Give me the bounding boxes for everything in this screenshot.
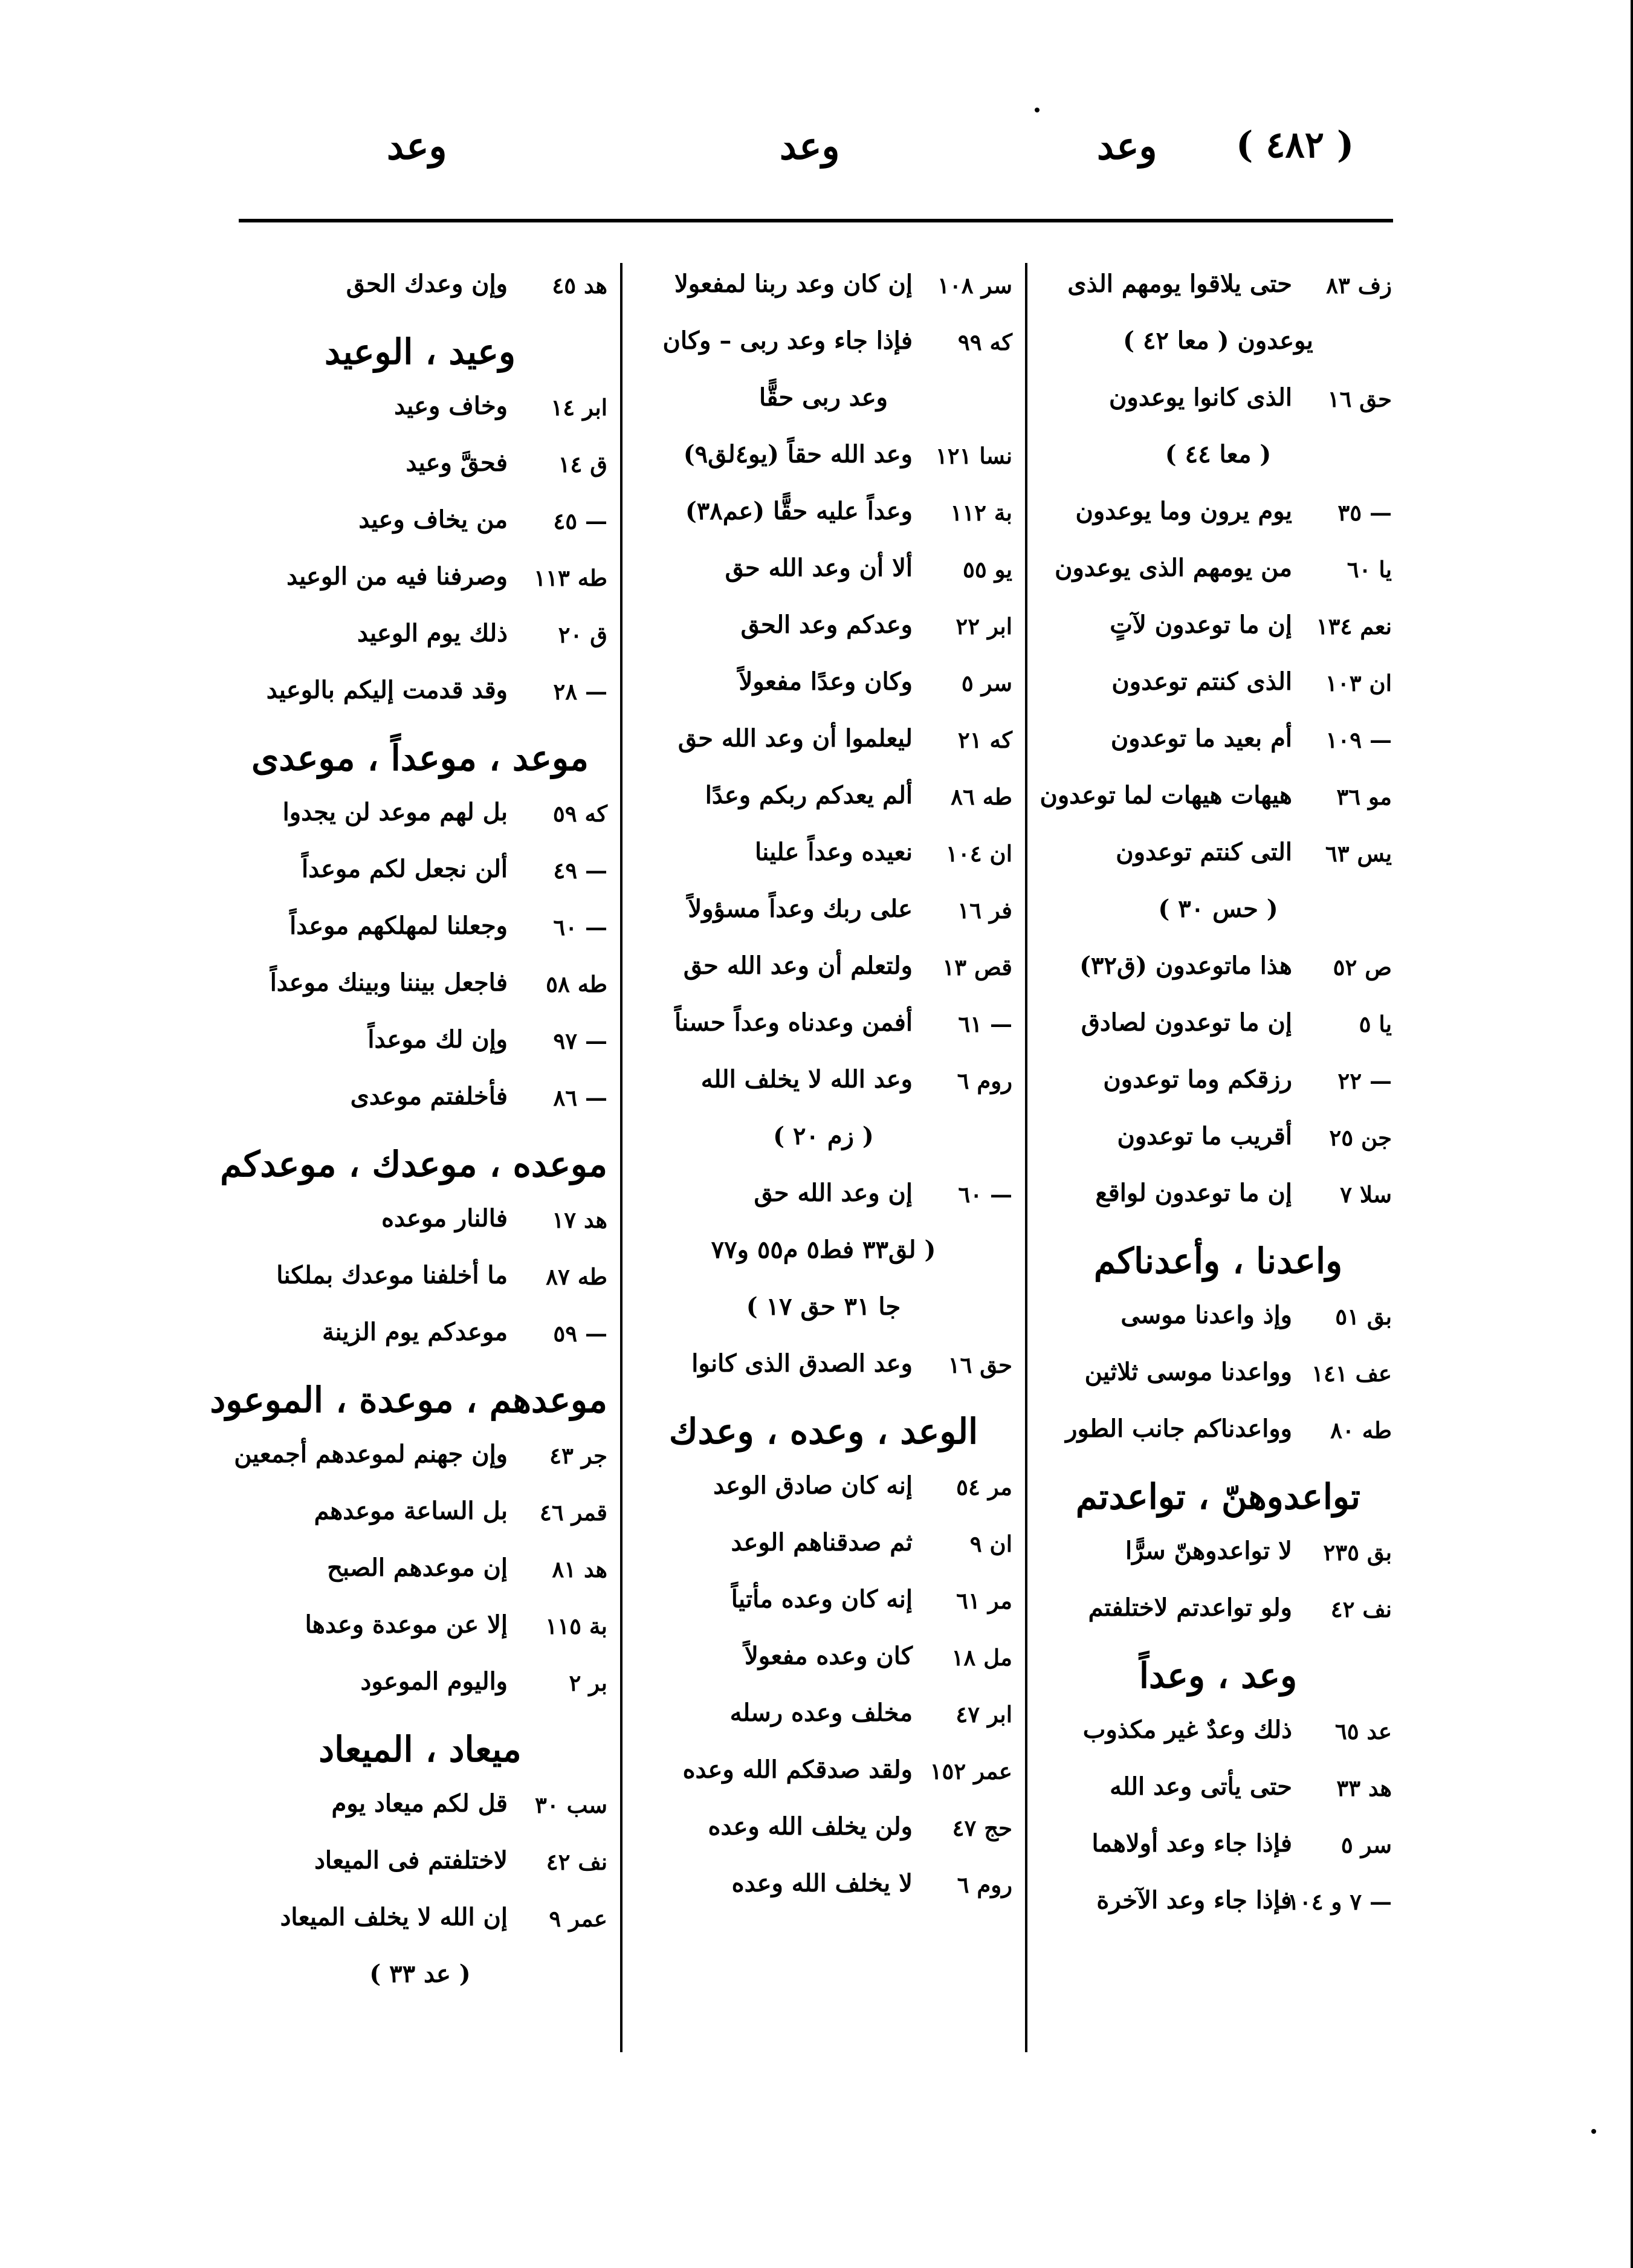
verse-text: نعيده وعداً علينا	[754, 838, 913, 866]
verse-reference: هد ١٧	[552, 1207, 607, 1233]
verse-text: ما أخلفنا موعدك بملكنا	[276, 1261, 508, 1289]
verse-reference: طه ٥٨	[546, 971, 607, 997]
verse-reference: — ٣٥	[1337, 499, 1392, 526]
entry-continuation	[1044, 318, 1392, 375]
verse-text: إن ما توعدون لآتٍ	[1110, 611, 1292, 639]
verse-reference: هد ٤٥	[552, 272, 607, 299]
verse-reference: كه ٩٩	[957, 329, 1012, 355]
verse-text: وإذ واعدنا موسى	[1120, 1301, 1292, 1329]
concordance-entry	[635, 261, 1012, 318]
concordance-entry	[1044, 1113, 1392, 1170]
heading-text: موعدهم ، موعدة ، الموعود	[210, 1379, 607, 1421]
verse-text: بل لهم موعد لن يجدوا	[282, 798, 508, 826]
concordance-entry	[1044, 1878, 1392, 1934]
section-heading	[635, 1398, 1012, 1463]
entry-continuation	[635, 1113, 1012, 1170]
verse-reference: — ٧ و ١٠٤	[1287, 1888, 1392, 1915]
concordance-entry	[1044, 1528, 1392, 1585]
verse-text: لا يخلف الله وعده	[731, 1869, 913, 1897]
concordance-entry	[635, 1690, 1012, 1747]
verse-text: رزقكم وما توعدون	[1103, 1065, 1292, 1094]
concordance-entry	[635, 1170, 1012, 1227]
verse-text: ألن نجعل لكم موعداً	[301, 855, 508, 883]
verse-reference: بة ١١٥	[545, 1613, 607, 1639]
concordance-entry	[1044, 545, 1392, 602]
verse-reference: سلا ٧	[1340, 1181, 1392, 1208]
verse-text: هيهات هيهات لما توعدون	[1040, 781, 1292, 809]
heading-text: وعد ، وعداً	[1139, 1655, 1298, 1696]
concordance-entry	[233, 383, 607, 440]
heading-text: تواعدوهنّ ، تواعدتم	[1075, 1476, 1361, 1517]
verse-reference: ان ٩	[969, 1531, 1012, 1557]
entry-continuation	[635, 1227, 1012, 1284]
header-rule	[239, 219, 1393, 222]
verse-reference: — ٥٩	[553, 1320, 607, 1347]
verse-text: ذلك وعدٌ غير مكذوب	[1082, 1716, 1292, 1744]
verse-text: لاختلفتم فى الميعاد	[314, 1846, 508, 1874]
verse-text: موعدكم يوم الزينة	[322, 1318, 508, 1346]
verse-text: قل لكم ميعاد يوم	[331, 1789, 508, 1818]
verse-reference: — ٦١	[958, 1011, 1012, 1037]
verse-text: وإن لك موعداً	[367, 1025, 508, 1054]
concordance-entry	[635, 716, 1012, 773]
column-divider-left	[620, 263, 622, 2052]
verse-text: وعد الله حقاً (يو٤لق٩)	[683, 440, 913, 468]
verse-reference: — ٦٠	[553, 914, 607, 941]
concordance-entry	[1044, 1349, 1392, 1406]
entry-continuation	[635, 375, 1012, 432]
verse-text: ولن يخلف الله وعده	[708, 1812, 913, 1841]
verse-reference: — ٩٧	[553, 1028, 607, 1054]
concordance-entry	[233, 1488, 607, 1545]
verse-text: بل الساعة موعدهم	[314, 1497, 508, 1525]
verse-reference: — ٦٠	[958, 1181, 1012, 1208]
verse-reference: كه ٢١	[957, 727, 1012, 753]
heading-text: وعيد ، الوعيد	[325, 331, 516, 372]
continuation-text: ( عد ٣٣ )	[369, 1960, 471, 1988]
verse-text: يوم يرون وما يوعدون	[1075, 497, 1292, 525]
concordance-entry	[1044, 1585, 1392, 1642]
verse-text: إنه كان وعده مأتياً	[731, 1585, 913, 1613]
verse-reference: قص ١٣	[942, 954, 1012, 980]
concordance-entry	[233, 1309, 607, 1366]
verse-reference: نسا ١٢١	[935, 442, 1012, 469]
section-heading	[233, 724, 607, 789]
column-divider-right	[1025, 263, 1027, 2052]
verse-reference: طه ١١٣	[534, 565, 607, 591]
verse-text: لا تواعدوهنّ سرًّا	[1125, 1537, 1292, 1565]
entry-continuation	[1044, 886, 1392, 943]
section-heading	[233, 1716, 607, 1781]
verse-text: وعداً عليه حقًّا (عم٣٨)	[685, 497, 913, 525]
entry-continuation	[1044, 432, 1392, 488]
verse-reference: بر ٢	[569, 1670, 607, 1696]
verse-text: ذلك يوم الوعيد	[357, 619, 508, 647]
verse-text: إن ما توعدون لواقع	[1095, 1179, 1292, 1207]
verse-text: الذى كانوا يوعدون	[1109, 383, 1292, 412]
verse-reference: حق ١٦	[948, 1352, 1012, 1378]
concordance-entry	[635, 1747, 1012, 1804]
concordance-entry	[233, 554, 607, 611]
verse-reference: — ٢٨	[553, 678, 607, 705]
continuation-text: جا ٣١ حق ١٧ )	[746, 1292, 901, 1321]
verse-reference: نعم ١٣٤	[1316, 613, 1392, 640]
concordance-entry	[1044, 1707, 1392, 1764]
verse-text: وعدكم وعد الحق	[740, 611, 913, 639]
verse-text: الذى كنتم توعدون	[1111, 667, 1292, 696]
verse-text: إن وعد الله حق	[754, 1179, 913, 1207]
concordance-entry	[635, 1861, 1012, 1917]
verse-reference: ابر ٤٧	[956, 1701, 1012, 1728]
concordance-entry	[233, 1602, 607, 1659]
verse-reference: بق ٢٣٥	[1323, 1539, 1392, 1566]
continuation-text: ( معا ٤٤ )	[1165, 440, 1272, 468]
concordance-entry	[1044, 943, 1392, 1000]
section-heading	[220, 1130, 607, 1196]
concordance-entry	[233, 1838, 607, 1894]
verse-text: وإن جهنم لموعدهم أجمعين	[234, 1440, 508, 1468]
verse-text: التى كنتم توعدون	[1116, 838, 1292, 866]
verse-reference: زف ٨٣	[1326, 272, 1392, 299]
verse-reference: مر ٥٤	[956, 1474, 1012, 1500]
verse-text: وإن وعدك الحق	[346, 270, 508, 298]
verse-reference: ان ١٠٤	[946, 840, 1012, 867]
verse-reference: جر ٤٣	[549, 1442, 607, 1469]
continuation-text: ( لق٣٣ فط٥ م٥٥ و٧٧	[711, 1236, 936, 1264]
concordance-entry	[233, 960, 607, 1017]
verse-text: من يومهم الذى يوعدون	[1055, 554, 1292, 582]
concordance-entry	[635, 1341, 1012, 1398]
verse-reference: بة ١١٢	[950, 499, 1012, 526]
verse-text: إنه كان صادق الوعد	[713, 1471, 913, 1500]
concordance-entry	[1044, 829, 1392, 886]
header-word-right: وعد	[1097, 124, 1157, 168]
concordance-entry	[233, 1545, 607, 1602]
concordance-entry	[233, 667, 607, 724]
verse-reference: ص ٥٢	[1333, 954, 1392, 980]
concordance-entry	[635, 545, 1012, 602]
concordance-entry	[635, 1804, 1012, 1861]
concordance-entry	[1044, 1406, 1392, 1463]
verse-reference: نف ٤٢	[1330, 1596, 1392, 1622]
verse-text: واليوم الموعود	[360, 1667, 508, 1696]
verse-text: ليعلموا أن وعد الله حق	[677, 724, 913, 753]
concordance-entry	[635, 943, 1012, 1000]
section-heading	[210, 1366, 607, 1431]
concordance-entry	[635, 886, 1012, 943]
verse-text: حتى يلاقوا يومهم الذى	[1067, 270, 1292, 298]
verse-reference: ق ٢٠	[558, 621, 607, 648]
column-left	[210, 261, 607, 2008]
concordance-entry	[635, 1520, 1012, 1576]
concordance-entry	[233, 846, 607, 903]
verse-text: وخاف وعيد	[394, 392, 508, 420]
verse-reference: قمر ٤٦	[539, 1499, 607, 1526]
verse-text: وواعدناكم جانب الطور	[1065, 1414, 1292, 1443]
verse-reference: — ٢٢	[1337, 1068, 1392, 1094]
verse-reference: طه ٨٧	[546, 1263, 607, 1290]
verse-text: وقد قدمت إليكم بالوعيد	[266, 676, 508, 704]
verse-reference: فر ١٦	[957, 897, 1012, 924]
header-word-middle: وعد	[780, 124, 840, 168]
concordance-entry	[1044, 1821, 1392, 1878]
concordance-entry	[635, 432, 1012, 488]
concordance-entry	[635, 1057, 1012, 1113]
verse-text: أم بعيد ما توعدون	[1110, 724, 1292, 753]
verse-text: أفمن وعدناه وعداً حسناً	[674, 1008, 913, 1037]
concordance-entry	[233, 1074, 607, 1130]
verse-reference: — ١٠٩	[1325, 727, 1392, 753]
verse-text: كان وعده مفعولاً	[744, 1642, 913, 1670]
concordance-entry	[635, 1463, 1012, 1520]
verse-text: فإذا جاء وعد أولاهما	[1091, 1829, 1292, 1858]
entry-continuation	[635, 1284, 1012, 1341]
continuation-text: ( زم ٢٠ )	[773, 1122, 874, 1150]
verse-reference: عمر ٩	[549, 1905, 607, 1932]
page-number: ( ٤٨٢ )	[1236, 124, 1354, 166]
verse-reference: — ٤٩	[553, 857, 607, 884]
verse-text: ولتعلم أن وعد الله حق	[683, 951, 913, 980]
heading-text: موعده ، موعدك ، موعدكم	[220, 1144, 607, 1185]
concordance-entry	[1044, 1292, 1392, 1349]
verse-reference: سر ٥	[961, 670, 1012, 696]
verse-reference: يس ٦٣	[1325, 840, 1392, 867]
verse-text: فإذا جاء وعد ربى – وكان	[662, 326, 913, 355]
verse-reference: يا ٥	[1359, 1011, 1392, 1037]
verse-reference: طه ٨٠	[1330, 1417, 1392, 1443]
verse-text: إن كان وعد ربنا لمفعولا	[674, 270, 913, 298]
scan-edge	[1631, 0, 1633, 2268]
concordance-entry	[1044, 716, 1392, 773]
verse-text: وواعدنا موسى ثلاثين	[1084, 1358, 1292, 1386]
verse-reference: مل ١٨	[951, 1644, 1012, 1671]
verse-text: أقريب ما توعدون	[1117, 1122, 1292, 1150]
verse-reference: مر ٦١	[956, 1587, 1012, 1614]
verse-reference: هد ٨١	[552, 1556, 607, 1583]
concordance-entry	[233, 440, 607, 497]
column-right	[1040, 261, 1392, 1934]
verse-text: وجعلنا لمهلكهم موعداً	[289, 912, 508, 940]
concordance-entry	[233, 1781, 607, 1838]
verse-text: من يخاف وعيد	[358, 505, 508, 534]
print-speck	[1035, 108, 1040, 112]
verse-text: ثم صدقناهم الوعد	[731, 1528, 913, 1557]
concordance-entry	[1044, 659, 1392, 716]
section-heading	[1044, 1642, 1392, 1707]
concordance-entry	[635, 1633, 1012, 1690]
verse-text: وكان وعدًا مفعولاً	[739, 667, 913, 696]
verse-text: ولقد صدقكم الله وعده	[682, 1755, 913, 1784]
concordance-entry	[233, 1894, 607, 1951]
concordance-entry	[233, 789, 607, 846]
concordance-entry	[233, 1431, 607, 1488]
verse-text: إلا عن موعدة وعدها	[305, 1610, 508, 1639]
concordance-entry	[635, 602, 1012, 659]
column-middle	[635, 261, 1012, 1917]
verse-reference: ان ١٠٣	[1325, 670, 1392, 696]
verse-reference: سر ٥	[1340, 1832, 1392, 1858]
verse-reference: سر ١٠٨	[937, 272, 1012, 299]
concordance-entry	[233, 497, 607, 554]
verse-reference: — ٨٦	[553, 1084, 607, 1111]
verse-reference: حج ٤٧	[952, 1815, 1012, 1841]
concordance-entry	[1044, 1170, 1392, 1227]
concordance-entry	[1044, 1764, 1392, 1821]
verse-reference: عد ٦٥	[1334, 1718, 1392, 1745]
verse-text: ولو تواعدتم لاختلفتم	[1088, 1593, 1292, 1622]
verse-text: وعد الصدق الذى كانوا	[691, 1349, 913, 1378]
concordance-entry	[635, 318, 1012, 375]
verse-reference: عف ١٤١	[1311, 1360, 1392, 1387]
verse-text: فالنار موعده	[381, 1204, 508, 1233]
heading-text: ميعاد ، الميعاد	[319, 1729, 522, 1770]
concordance-entry	[635, 773, 1012, 829]
heading-text: موعد ، موعداً ، موعدى	[251, 737, 589, 779]
verse-reference: بق ٥١	[1335, 1303, 1392, 1330]
concordance-entry	[1044, 602, 1392, 659]
verse-reference: نف ٤٢	[546, 1848, 607, 1875]
verse-reference: طه ٨٦	[951, 783, 1012, 810]
verse-text: على ربك وعداً مسؤولاً	[688, 895, 913, 923]
verse-reference: عمر ١٥٢	[930, 1758, 1012, 1784]
verse-reference: مو ٣٦	[1336, 783, 1392, 810]
verse-reference: جن ٢٥	[1329, 1124, 1392, 1151]
heading-text: واعدنا ، وأعدناكم	[1093, 1240, 1343, 1281]
heading-text: الوعد ، وعده ، وعدك	[668, 1411, 978, 1452]
verse-reference: روم ٦	[957, 1068, 1012, 1094]
entry-continuation	[233, 1951, 607, 2008]
concordance-entry	[233, 1252, 607, 1309]
verse-text: فإذا جاء وعد الآخرة	[1096, 1886, 1292, 1914]
verse-reference: حق ١٦	[1327, 386, 1392, 412]
verse-text: فاجعل بيننا وبينك موعداً	[270, 968, 508, 997]
concordance-entry	[233, 903, 607, 960]
verse-text: حتى يأتى وعد الله	[1110, 1772, 1292, 1801]
verse-text: وعد الله لا يخلف الله	[700, 1065, 913, 1094]
verse-reference: يا ٦٠	[1347, 556, 1392, 583]
concordance-entry	[233, 1196, 607, 1252]
concordance-entry	[1044, 261, 1392, 318]
verse-reference: ابر ٢٢	[956, 613, 1012, 640]
verse-reference: يو ٥٥	[962, 556, 1012, 583]
section-heading	[1044, 1227, 1392, 1292]
verse-text: مخلف وعده رسله	[729, 1699, 913, 1727]
concordance-entry	[635, 659, 1012, 716]
concordance-entry	[1044, 1000, 1392, 1057]
continuation-text: يوعدون ( معا ٤٢ )	[1123, 326, 1313, 355]
continuation-text: ( حس ٣٠ )	[1158, 895, 1278, 923]
concordance-entry	[635, 1000, 1012, 1057]
concordance-entry	[233, 1017, 607, 1074]
continuation-text: وعد ربى حقًّا	[759, 383, 888, 412]
concordance-entry	[233, 261, 607, 318]
verse-text: إن موعدهم الصبح	[327, 1554, 508, 1582]
verse-text: فأخلفتم موعدى	[350, 1082, 508, 1110]
concordance-entry	[1044, 488, 1392, 545]
concordance-entry	[1044, 1057, 1392, 1113]
concordance-entry	[1044, 375, 1392, 432]
verse-text: هذا ماتوعدون (ق٣٢)	[1079, 951, 1292, 980]
concordance-entry	[233, 1659, 607, 1716]
verse-reference: هد ٣٣	[1336, 1775, 1392, 1801]
concordance-entry	[635, 488, 1012, 545]
verse-reference: ق ١٤	[558, 451, 607, 478]
verse-text: ألم يعدكم ربكم وعدًا	[705, 781, 913, 809]
verse-text: ألا أن وعد الله حق	[725, 554, 913, 582]
verse-text: وصرفنا فيه من الوعيد	[286, 562, 508, 591]
verse-text: فحقَّ وعيد	[406, 449, 508, 477]
verse-reference: ابر ١٤	[551, 394, 607, 421]
verse-reference: سب ٣٠	[535, 1792, 607, 1818]
verse-text: إن الله لا يخلف الميعاد	[280, 1903, 508, 1931]
concordance-entry	[635, 829, 1012, 886]
concordance-entry	[1040, 773, 1392, 829]
print-speck	[1591, 2129, 1596, 2134]
section-heading	[233, 318, 607, 383]
concordance-entry	[635, 1576, 1012, 1633]
section-heading	[1044, 1463, 1392, 1528]
verse-reference: كه ٥٩	[552, 800, 607, 827]
verse-reference: — ٤٥	[553, 508, 607, 534]
concordance-entry	[233, 611, 607, 667]
verse-text: إن ما توعدون لصادق	[1081, 1008, 1292, 1037]
verse-reference: روم ٦	[957, 1871, 1012, 1898]
header-word-left: وعد	[387, 124, 447, 168]
